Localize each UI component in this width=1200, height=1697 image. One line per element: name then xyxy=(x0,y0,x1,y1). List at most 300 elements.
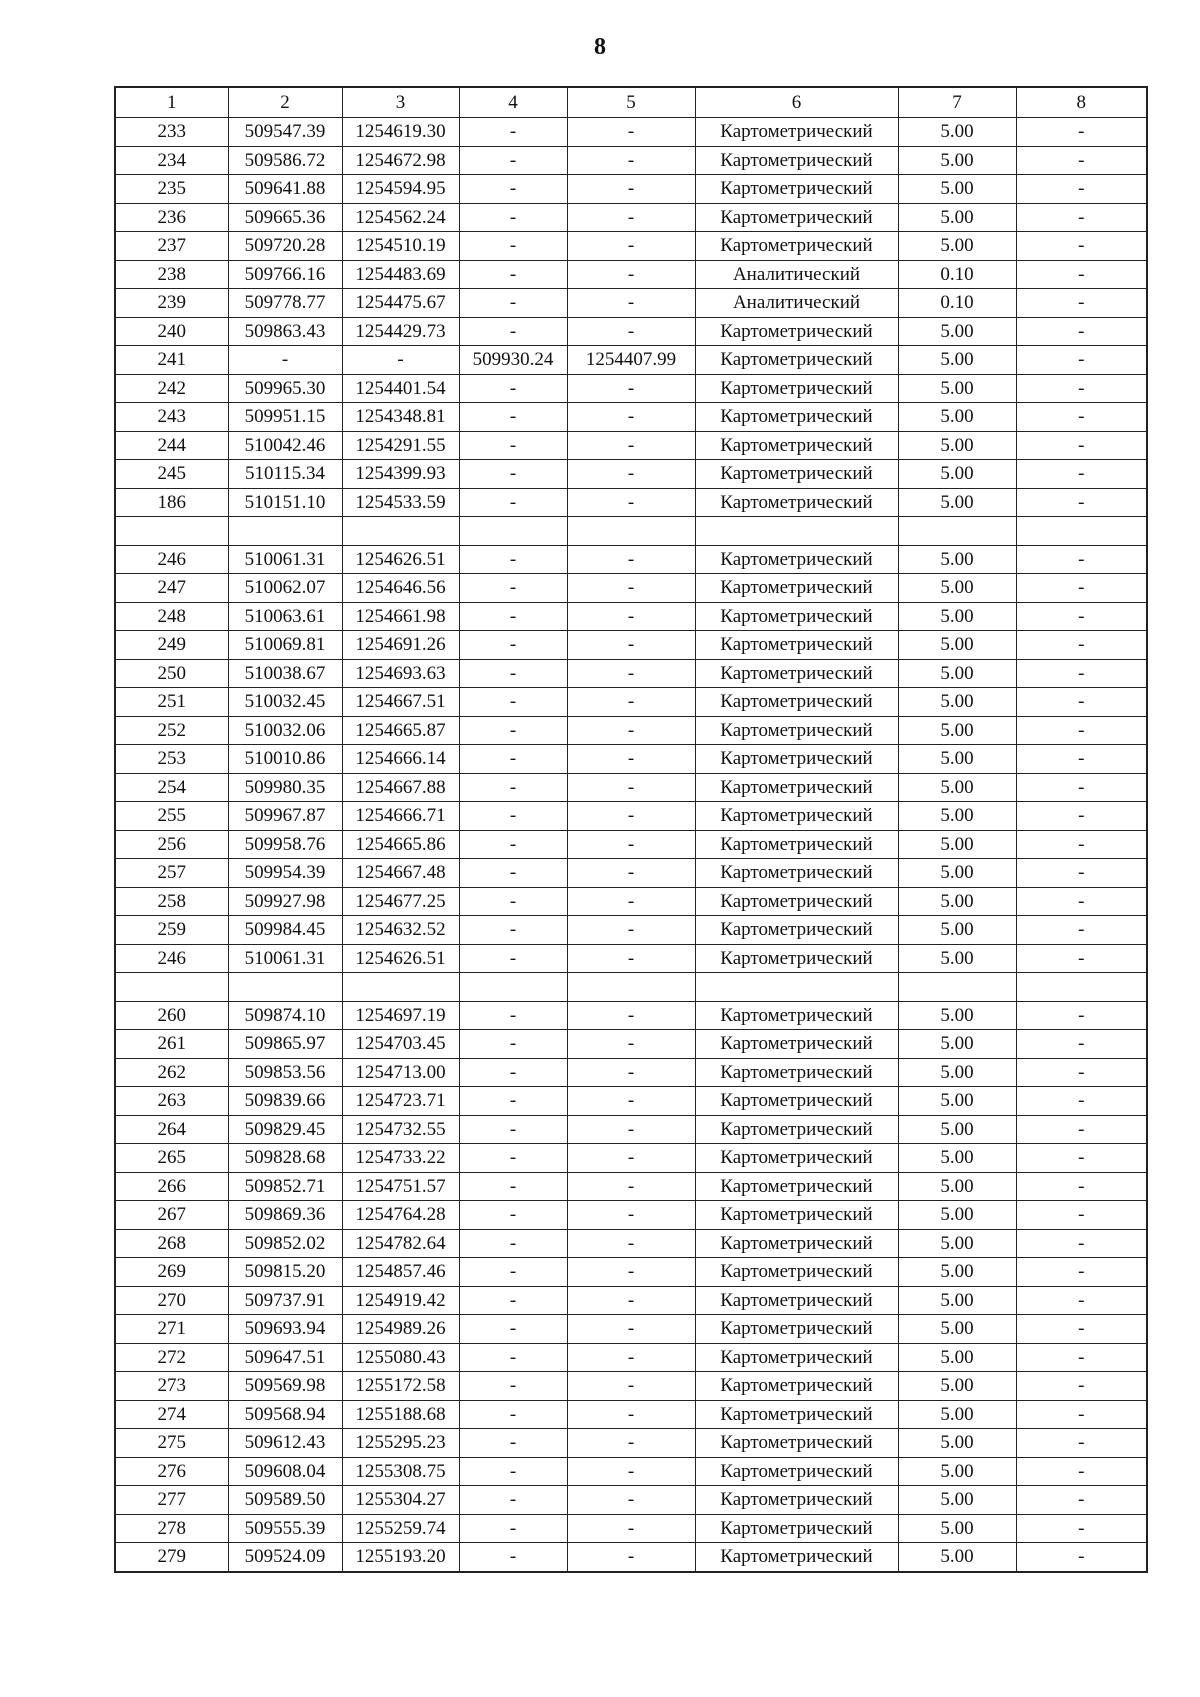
cell-y-new: - xyxy=(567,1201,695,1230)
cell-accuracy xyxy=(898,517,1016,546)
table-header-row xyxy=(115,87,1147,118)
cell-y-coordinate: 1254562.24 xyxy=(342,203,459,232)
cell-method xyxy=(695,973,898,1002)
cell-accuracy: 5.00 xyxy=(898,488,1016,517)
cell-y-coordinate: 1254291.55 xyxy=(342,431,459,460)
cell-x-coordinate: 509980.35 xyxy=(228,773,342,802)
cell-note: - xyxy=(1016,887,1147,916)
cell-y-coordinate: 1254751.57 xyxy=(342,1172,459,1201)
column-header-5: 5 xyxy=(567,87,695,118)
cell-x-new: - xyxy=(459,916,567,945)
table-row xyxy=(115,887,1147,916)
cell-note: - xyxy=(1016,488,1147,517)
cell-y-new: - xyxy=(567,1543,695,1572)
cell-y-coordinate: 1255259.74 xyxy=(342,1514,459,1543)
cell-note: - xyxy=(1016,1201,1147,1230)
cell-method: Картометрический xyxy=(695,944,898,973)
cell-accuracy: 5.00 xyxy=(898,659,1016,688)
cell-method: Картометрический xyxy=(695,346,898,375)
cell-note: - xyxy=(1016,374,1147,403)
cell-y-coordinate: 1254594.95 xyxy=(342,175,459,204)
table-row xyxy=(115,859,1147,888)
cell-note xyxy=(1016,517,1147,546)
cell-x-coordinate: 510069.81 xyxy=(228,631,342,660)
cell-method: Картометрический xyxy=(695,745,898,774)
cell-x-coordinate: 509984.45 xyxy=(228,916,342,945)
column-header-1: 1 xyxy=(115,87,228,118)
cell-y-coordinate: 1254764.28 xyxy=(342,1201,459,1230)
cell-y-new: - xyxy=(567,802,695,831)
cell-note: - xyxy=(1016,859,1147,888)
cell-method: Картометрический xyxy=(695,232,898,261)
cell-note: - xyxy=(1016,260,1147,289)
table-row xyxy=(115,1115,1147,1144)
cell-y-new: - xyxy=(567,1315,695,1344)
cell-y-coordinate xyxy=(342,517,459,546)
cell-accuracy: 5.00 xyxy=(898,716,1016,745)
cell-y-new: - xyxy=(567,830,695,859)
cell-method: Картометрический xyxy=(695,1229,898,1258)
cell-y-new: - xyxy=(567,1372,695,1401)
cell-x-new: - xyxy=(459,146,567,175)
cell-x-new: - xyxy=(459,289,567,318)
cell-point-number: 245 xyxy=(115,460,228,489)
cell-note: - xyxy=(1016,1087,1147,1116)
page-number: 8 xyxy=(594,34,606,60)
cell-y-new: - xyxy=(567,289,695,318)
cell-y-new: - xyxy=(567,317,695,346)
cell-x-coordinate: 509852.02 xyxy=(228,1229,342,1258)
cell-point-number xyxy=(115,973,228,1002)
cell-y-coordinate: 1254667.51 xyxy=(342,688,459,717)
cell-y-new: - xyxy=(567,1172,695,1201)
cell-point-number: 263 xyxy=(115,1087,228,1116)
cell-method: Картометрический xyxy=(695,659,898,688)
table-row xyxy=(115,289,1147,318)
cell-y-new: - xyxy=(567,1258,695,1287)
cell-method: Картометрический xyxy=(695,1514,898,1543)
cell-point-number: 252 xyxy=(115,716,228,745)
cell-y-coordinate: 1254665.87 xyxy=(342,716,459,745)
cell-method: Картометрический xyxy=(695,859,898,888)
cell-point-number: 256 xyxy=(115,830,228,859)
table-row xyxy=(115,260,1147,289)
cell-x-coordinate: 509612.43 xyxy=(228,1429,342,1458)
cell-method: Аналитический xyxy=(695,260,898,289)
table-row xyxy=(115,773,1147,802)
cell-y-new: - xyxy=(567,1486,695,1515)
cell-x-new: - xyxy=(459,118,567,147)
cell-note: - xyxy=(1016,916,1147,945)
cell-y-new: - xyxy=(567,659,695,688)
cell-method: Картометрический xyxy=(695,1315,898,1344)
cell-accuracy: 5.00 xyxy=(898,1486,1016,1515)
cell-y-new: - xyxy=(567,146,695,175)
cell-accuracy: 5.00 xyxy=(898,460,1016,489)
cell-point-number: 241 xyxy=(115,346,228,375)
cell-point-number: 262 xyxy=(115,1058,228,1087)
cell-x-coordinate: 510032.45 xyxy=(228,688,342,717)
cell-x-new: - xyxy=(459,1343,567,1372)
cell-y-new: - xyxy=(567,1087,695,1116)
cell-y-new: - xyxy=(567,1286,695,1315)
cell-accuracy: 5.00 xyxy=(898,1286,1016,1315)
cell-point-number: 259 xyxy=(115,916,228,945)
cell-x-coordinate: 509524.09 xyxy=(228,1543,342,1572)
cell-point-number: 276 xyxy=(115,1457,228,1486)
cell-point-number: 249 xyxy=(115,631,228,660)
cell-method: Картометрический xyxy=(695,1115,898,1144)
cell-y-coordinate: 1254399.93 xyxy=(342,460,459,489)
cell-method: Картометрический xyxy=(695,1372,898,1401)
cell-x-new: - xyxy=(459,802,567,831)
cell-x-coordinate: 510038.67 xyxy=(228,659,342,688)
cell-y-new: - xyxy=(567,1058,695,1087)
table-row xyxy=(115,1400,1147,1429)
cell-note xyxy=(1016,973,1147,1002)
cell-y-coordinate: 1254665.86 xyxy=(342,830,459,859)
cell-y-coordinate: 1254672.98 xyxy=(342,146,459,175)
cell-y-coordinate: 1254619.30 xyxy=(342,118,459,147)
cell-accuracy: 5.00 xyxy=(898,346,1016,375)
cell-note: - xyxy=(1016,1315,1147,1344)
cell-x-new: - xyxy=(459,431,567,460)
cell-point-number: 251 xyxy=(115,688,228,717)
cell-x-coordinate: 509815.20 xyxy=(228,1258,342,1287)
cell-method: Картометрический xyxy=(695,916,898,945)
cell-note: - xyxy=(1016,289,1147,318)
cell-note: - xyxy=(1016,431,1147,460)
cell-x-coordinate: 509829.45 xyxy=(228,1115,342,1144)
cell-method: Картометрический xyxy=(695,1001,898,1030)
cell-accuracy: 5.00 xyxy=(898,545,1016,574)
cell-method: Картометрический xyxy=(695,602,898,631)
cell-point-number: 233 xyxy=(115,118,228,147)
cell-y-new: - xyxy=(567,887,695,916)
cell-x-new xyxy=(459,517,567,546)
cell-point-number: 247 xyxy=(115,574,228,603)
cell-accuracy: 5.00 xyxy=(898,1058,1016,1087)
cell-point-number: 235 xyxy=(115,175,228,204)
cell-accuracy: 5.00 xyxy=(898,1429,1016,1458)
cell-x-new: - xyxy=(459,574,567,603)
cell-y-coordinate: 1254348.81 xyxy=(342,403,459,432)
cell-accuracy: 5.00 xyxy=(898,1514,1016,1543)
cell-point-number: 279 xyxy=(115,1543,228,1572)
cell-y-coordinate: 1254732.55 xyxy=(342,1115,459,1144)
cell-x-coordinate: 509641.88 xyxy=(228,175,342,204)
table-row xyxy=(115,146,1147,175)
cell-y-new: - xyxy=(567,773,695,802)
cell-method: Картометрический xyxy=(695,431,898,460)
cell-x-coordinate: 509589.50 xyxy=(228,1486,342,1515)
cell-note: - xyxy=(1016,175,1147,204)
cell-note: - xyxy=(1016,1058,1147,1087)
cell-y-coordinate xyxy=(342,973,459,1002)
cell-point-number: 234 xyxy=(115,146,228,175)
cell-accuracy: 5.00 xyxy=(898,631,1016,660)
cell-accuracy: 5.00 xyxy=(898,773,1016,802)
separator-row xyxy=(115,973,1147,1002)
cell-x-coordinate: 509586.72 xyxy=(228,146,342,175)
cell-note: - xyxy=(1016,773,1147,802)
cell-accuracy: 5.00 xyxy=(898,1229,1016,1258)
table-row xyxy=(115,631,1147,660)
cell-method: Картометрический xyxy=(695,460,898,489)
table-row xyxy=(115,1001,1147,1030)
cell-x-coordinate: 509828.68 xyxy=(228,1144,342,1173)
cell-point-number: 261 xyxy=(115,1030,228,1059)
cell-method: Картометрический xyxy=(695,317,898,346)
table-row xyxy=(115,118,1147,147)
table-row xyxy=(115,488,1147,517)
cell-x-new: - xyxy=(459,403,567,432)
table-row xyxy=(115,317,1147,346)
cell-note: - xyxy=(1016,944,1147,973)
cell-accuracy: 5.00 xyxy=(898,1115,1016,1144)
cell-point-number: 236 xyxy=(115,203,228,232)
table-row xyxy=(115,1258,1147,1287)
cell-point-number: 278 xyxy=(115,1514,228,1543)
cell-x-new: - xyxy=(459,1058,567,1087)
cell-x-new: - xyxy=(459,545,567,574)
cell-x-new: - xyxy=(459,1201,567,1230)
cell-accuracy: 5.00 xyxy=(898,1315,1016,1344)
cell-x-coordinate: 510063.61 xyxy=(228,602,342,631)
cell-y-new: - xyxy=(567,1343,695,1372)
column-header-6: 6 xyxy=(695,87,898,118)
cell-x-new: - xyxy=(459,716,567,745)
cell-note: - xyxy=(1016,1030,1147,1059)
cell-point-number: 186 xyxy=(115,488,228,517)
cell-x-coordinate: 509927.98 xyxy=(228,887,342,916)
cell-x-coordinate: 509778.77 xyxy=(228,289,342,318)
cell-method: Картометрический xyxy=(695,1144,898,1173)
cell-method: Картометрический xyxy=(695,1400,898,1429)
table-row xyxy=(115,830,1147,859)
cell-note: - xyxy=(1016,802,1147,831)
cell-note: - xyxy=(1016,745,1147,774)
cell-x-coordinate: 509874.10 xyxy=(228,1001,342,1030)
cell-method: Картометрический xyxy=(695,1172,898,1201)
cell-accuracy: 5.00 xyxy=(898,431,1016,460)
cell-point-number: 260 xyxy=(115,1001,228,1030)
coordinates-table xyxy=(114,86,1148,1573)
cell-method: Картометрический xyxy=(695,716,898,745)
cell-x-new: - xyxy=(459,260,567,289)
cell-y-coordinate: 1254693.63 xyxy=(342,659,459,688)
cell-accuracy: 5.00 xyxy=(898,1087,1016,1116)
cell-note: - xyxy=(1016,1400,1147,1429)
cell-method: Картометрический xyxy=(695,1087,898,1116)
cell-x-coordinate: 509863.43 xyxy=(228,317,342,346)
cell-x-new: 509930.24 xyxy=(459,346,567,375)
cell-method: Картометрический xyxy=(695,175,898,204)
cell-point-number: 268 xyxy=(115,1229,228,1258)
table-row xyxy=(115,1514,1147,1543)
cell-accuracy: 5.00 xyxy=(898,1172,1016,1201)
cell-note: - xyxy=(1016,1258,1147,1287)
cell-accuracy: 5.00 xyxy=(898,317,1016,346)
cell-x-coordinate: 509839.66 xyxy=(228,1087,342,1116)
cell-y-new: - xyxy=(567,203,695,232)
cell-method xyxy=(695,517,898,546)
cell-x-coordinate: 509965.30 xyxy=(228,374,342,403)
cell-y-new: - xyxy=(567,1030,695,1059)
cell-y-new: - xyxy=(567,175,695,204)
cell-point-number: 238 xyxy=(115,260,228,289)
cell-point-number: 277 xyxy=(115,1486,228,1515)
table-row xyxy=(115,688,1147,717)
cell-y-new xyxy=(567,973,695,1002)
column-header-7: 7 xyxy=(898,87,1016,118)
cell-method: Картометрический xyxy=(695,374,898,403)
cell-point-number: 240 xyxy=(115,317,228,346)
cell-accuracy: 5.00 xyxy=(898,175,1016,204)
cell-y-new: - xyxy=(567,602,695,631)
cell-note: - xyxy=(1016,602,1147,631)
cell-accuracy: 5.00 xyxy=(898,1343,1016,1372)
table-row xyxy=(115,1543,1147,1572)
cell-point-number: 243 xyxy=(115,403,228,432)
cell-x-coordinate: 510061.31 xyxy=(228,944,342,973)
cell-method: Картометрический xyxy=(695,688,898,717)
cell-method: Аналитический xyxy=(695,289,898,318)
cell-y-coordinate: 1254666.14 xyxy=(342,745,459,774)
cell-x-new: - xyxy=(459,203,567,232)
cell-note: - xyxy=(1016,317,1147,346)
cell-x-new: - xyxy=(459,1144,567,1173)
cell-point-number: 257 xyxy=(115,859,228,888)
cell-x-new: - xyxy=(459,1001,567,1030)
cell-x-new: - xyxy=(459,1400,567,1429)
column-header-8: 8 xyxy=(1016,87,1147,118)
cell-y-coordinate: 1254782.64 xyxy=(342,1229,459,1258)
cell-note: - xyxy=(1016,118,1147,147)
cell-x-coordinate xyxy=(228,973,342,1002)
cell-accuracy: 5.00 xyxy=(898,1001,1016,1030)
cell-y-coordinate: 1254857.46 xyxy=(342,1258,459,1287)
cell-y-coordinate: 1255080.43 xyxy=(342,1343,459,1372)
cell-y-new: - xyxy=(567,232,695,261)
cell-y-new xyxy=(567,517,695,546)
cell-y-coordinate: 1254626.51 xyxy=(342,545,459,574)
cell-y-new: - xyxy=(567,403,695,432)
cell-point-number: 270 xyxy=(115,1286,228,1315)
cell-x-new: - xyxy=(459,1115,567,1144)
cell-x-new: - xyxy=(459,602,567,631)
cell-method: Картометрический xyxy=(695,1030,898,1059)
cell-x-coordinate: 509665.36 xyxy=(228,203,342,232)
cell-y-new: - xyxy=(567,574,695,603)
cell-y-new: - xyxy=(567,260,695,289)
cell-y-coordinate: 1254661.98 xyxy=(342,602,459,631)
cell-x-coordinate: 509967.87 xyxy=(228,802,342,831)
cell-x-new: - xyxy=(459,374,567,403)
cell-accuracy xyxy=(898,973,1016,1002)
cell-x-coordinate: 510151.10 xyxy=(228,488,342,517)
cell-accuracy: 5.00 xyxy=(898,1144,1016,1173)
table-row xyxy=(115,916,1147,945)
cell-y-new: - xyxy=(567,745,695,774)
cell-note: - xyxy=(1016,1115,1147,1144)
cell-note: - xyxy=(1016,1343,1147,1372)
cell-x-coordinate: 509547.39 xyxy=(228,118,342,147)
cell-y-coordinate: 1254733.22 xyxy=(342,1144,459,1173)
cell-accuracy: 5.00 xyxy=(898,1400,1016,1429)
cell-y-coordinate: 1254632.52 xyxy=(342,916,459,945)
cell-note: - xyxy=(1016,1457,1147,1486)
cell-accuracy: 5.00 xyxy=(898,830,1016,859)
cell-x-coordinate: 509954.39 xyxy=(228,859,342,888)
table-row xyxy=(115,1229,1147,1258)
cell-point-number: 273 xyxy=(115,1372,228,1401)
cell-x-new: - xyxy=(459,745,567,774)
cell-y-coordinate: 1254626.51 xyxy=(342,944,459,973)
table-row xyxy=(115,1457,1147,1486)
cell-method: Картометрический xyxy=(695,1058,898,1087)
cell-method: Картометрический xyxy=(695,1486,898,1515)
separator-row xyxy=(115,517,1147,546)
cell-y-coordinate: 1254667.48 xyxy=(342,859,459,888)
cell-x-new: - xyxy=(459,317,567,346)
cell-y-new: - xyxy=(567,688,695,717)
cell-x-new xyxy=(459,973,567,1002)
cell-x-new: - xyxy=(459,631,567,660)
cell-note: - xyxy=(1016,574,1147,603)
cell-x-coordinate: 509647.51 xyxy=(228,1343,342,1372)
cell-x-new: - xyxy=(459,232,567,261)
cell-y-new: 1254407.99 xyxy=(567,346,695,375)
cell-x-coordinate: 509853.56 xyxy=(228,1058,342,1087)
cell-accuracy: 5.00 xyxy=(898,688,1016,717)
cell-point-number: 275 xyxy=(115,1429,228,1458)
cell-y-new: - xyxy=(567,1400,695,1429)
cell-x-new: - xyxy=(459,488,567,517)
cell-method: Картометрический xyxy=(695,1429,898,1458)
column-header-3: 3 xyxy=(342,87,459,118)
column-header-4: 4 xyxy=(459,87,567,118)
cell-y-new: - xyxy=(567,1514,695,1543)
cell-x-new: - xyxy=(459,773,567,802)
cell-y-coordinate: 1254691.26 xyxy=(342,631,459,660)
table-row xyxy=(115,203,1147,232)
cell-point-number: 266 xyxy=(115,1172,228,1201)
cell-note: - xyxy=(1016,1001,1147,1030)
table-row xyxy=(115,1144,1147,1173)
table-row xyxy=(115,574,1147,603)
cell-point-number: 253 xyxy=(115,745,228,774)
cell-note: - xyxy=(1016,460,1147,489)
cell-method: Картометрический xyxy=(695,545,898,574)
table-row xyxy=(115,460,1147,489)
cell-x-coordinate: 509608.04 xyxy=(228,1457,342,1486)
cell-y-new: - xyxy=(567,431,695,460)
cell-x-new: - xyxy=(459,1172,567,1201)
cell-y-coordinate: 1254475.67 xyxy=(342,289,459,318)
cell-y-coordinate: 1255193.20 xyxy=(342,1543,459,1572)
cell-point-number xyxy=(115,517,228,546)
cell-accuracy: 5.00 xyxy=(898,1372,1016,1401)
cell-y-new: - xyxy=(567,488,695,517)
cell-accuracy: 5.00 xyxy=(898,574,1016,603)
cell-point-number: 250 xyxy=(115,659,228,688)
cell-point-number: 265 xyxy=(115,1144,228,1173)
cell-method: Картометрический xyxy=(695,802,898,831)
cell-note: - xyxy=(1016,232,1147,261)
table-row xyxy=(115,1315,1147,1344)
cell-x-coordinate: 509693.94 xyxy=(228,1315,342,1344)
